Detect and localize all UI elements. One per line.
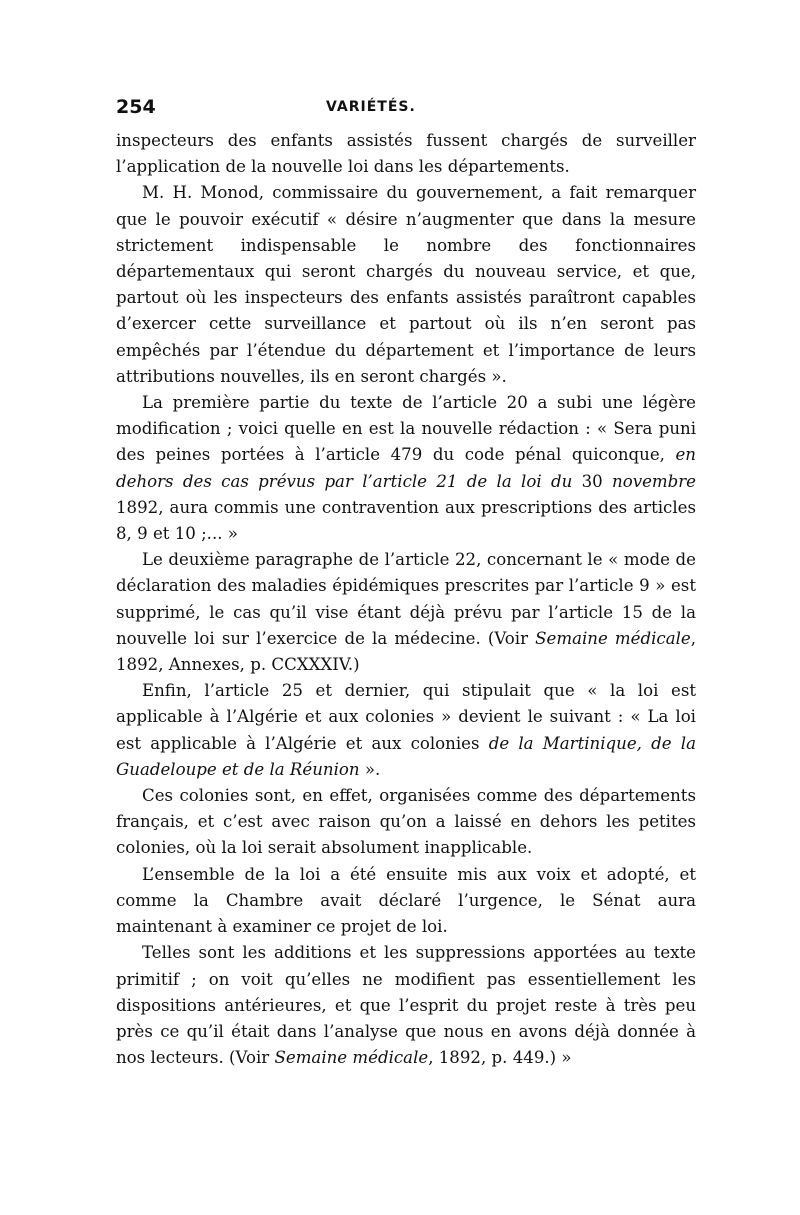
italic-text: novembre (612, 471, 696, 491)
page-number: 254 (116, 96, 156, 118)
italic-text: Semaine médicale (535, 628, 691, 648)
paragraph (116, 783, 696, 862)
text-run: Enfin, l’article 25 et dernier, qui stipulait que « la loi est applicable à l’Algérie et aux colonies » devient le suivant : « La loi est applicable à l’Algérie et aux colonies (116, 681, 696, 753)
text-run: Telles sont les additions et les suppressions apportées au texte primitif ; on voit qu’elles ne modifient pas essentiellement les dispositions antérieures, et que l’esprit du projet reste à très peu près ce qu’il était dans l’analyse que nous en avons déjà donnée à nos lecteurs. (Voir (116, 943, 696, 1068)
paragraph (116, 390, 696, 547)
paragraph (116, 547, 696, 678)
paragraph (116, 940, 696, 1071)
text-run: La première partie du texte de l’article 20 a subi une légère modification ; voici quelle en est la nouvelle rédaction : « Sera puni des peines portées à l’article 479 du code pénal quiconque, (116, 393, 696, 465)
paragraph (116, 180, 696, 390)
running-head: VARIÉTÉS. (326, 99, 416, 115)
text-run: L’ensemble de la loi a été ensuite mis aux voix et adopté, et comme la Chambre avait déclaré l’urgence, le Sénat aura maintenant à examiner ce projet de loi. (116, 864, 696, 937)
italic-text: Semaine médicale (274, 1048, 429, 1068)
text-run: inspecteurs des enfants assistés fussent chargés de surveiller l’application de la nouvelle loi dans les départements. (116, 131, 696, 177)
text-run: 1892, aura commis une contravention aux prescriptions des articles 8, 9 et 10 ;... » (116, 497, 696, 544)
italic-text: de la Martinique, de la Guadeloupe et de la Réunion (116, 733, 696, 779)
text-run: Le deuxième paragraphe de l’article 22, concernant le « mode de déclaration des maladies épidémiques prescrites par l’article 9 » est supprimé, le cas qu’il vise étant déjà prévu par l’article 15 de la nouvelle loi sur l’exercice de la médecine. (Voir (116, 550, 696, 648)
text-run: , 1892, Annexes, p. CCXXXIV.) (116, 628, 697, 675)
paragraph (116, 862, 696, 941)
italic-text: en dehors des cas prévus par l’article 21 de la loi du (116, 445, 696, 491)
text-run: , 1892, p. 449.) » (428, 1048, 572, 1068)
text-run: M. H. Monod, commissaire du gouvernement, a fait remarquer que le pouvoir exécutif « désire n’augmenter que dans la mesure strictement indispensable le nombre des fonctionnaires départementaux qui seront chargés du nouveau service, et que, partout où les inspecteurs des enfants assistés paraîtront capables d’exercer cette surveillance et partout où ils n’en seront pas empêchés par l’étendue du département et l’importance de leurs attributions nouvelles, ils en seront chargés ». (116, 183, 696, 386)
page-header (116, 96, 696, 126)
body-text (116, 128, 696, 1071)
paragraph (116, 678, 696, 783)
text-run: ». (359, 759, 381, 779)
text-run: 30 (572, 471, 613, 491)
text-run: Ces colonies sont, en effet, organisées comme des départements français, et c’est avec raison qu’on a laissé en dehors les petites colonies, où la loi serait absolument inapplicable. (116, 786, 696, 858)
paragraph (116, 128, 696, 180)
